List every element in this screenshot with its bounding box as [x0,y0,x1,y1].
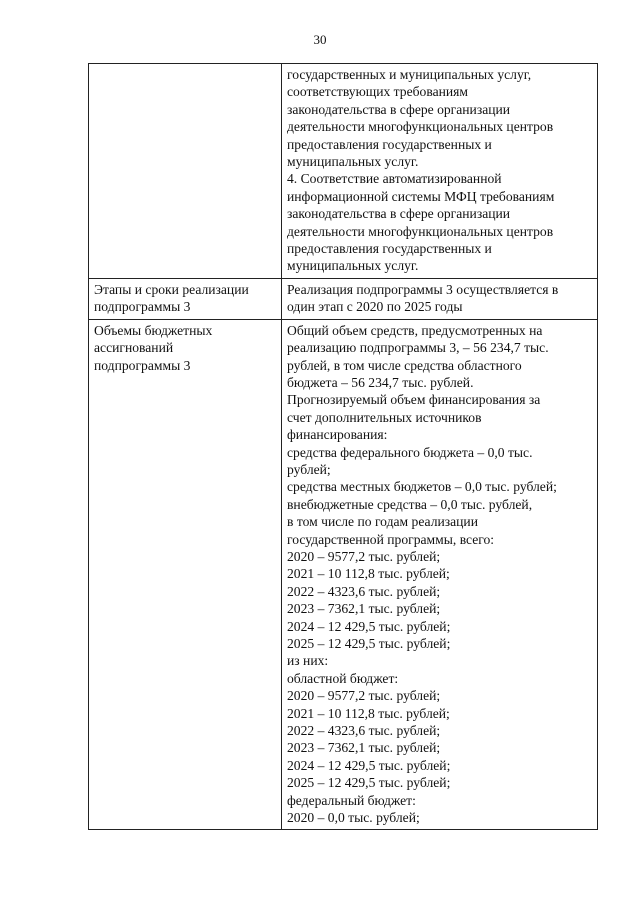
row-value-line: один этап с 2020 по 2025 годы [287,299,463,315]
row-value-line: предоставления государственных и [287,136,492,152]
row-value-line: в том числе по годам реализации [287,514,478,530]
row-value-line: бюджета – 56 234,7 тыс. рублей. [287,374,474,390]
row-value-line: муниципальных услуг. [287,258,419,274]
row-value-line: рублей; [287,461,331,477]
row-value-line: финансирования: [287,427,388,443]
row-value-line: средства местных бюджетов – 0,0 тыс. рублей; [287,479,557,495]
row-value-line: 2022 – 4323,6 тыс. рублей; [287,583,441,599]
row-value-line: внебюджетные средства – 0,0 тыс. рублей, [287,496,533,512]
row-value-line: 2025 – 12 429,5 тыс. рублей; [287,636,451,651]
row-value-line: предоставления государственных и [287,241,492,257]
row-value-cell [282,64,598,279]
subprogram-passport-table [88,63,598,830]
row-value-line: федеральный бюджет: [287,792,416,808]
table-row-budget-allocations [89,319,598,830]
row-value-cell [282,319,598,830]
page-number: 30 [313,32,327,47]
row-value-line: 2020 – 0,0 тыс. рублей; [287,810,420,826]
row-value-line: реализацию подпрограммы 3, – 56 234,7 тыс. [287,340,549,356]
row-value-line: 4. Соответствие автоматизированной [287,171,502,187]
row-value-line: законодательства в сфере организации [287,101,511,117]
row-value-line: 2022 – 4323,6 тыс. рублей; [287,723,441,739]
row-value-line: законодательства в сфере организации [287,206,511,222]
row-value-line: средства федерального бюджета – 0,0 тыс. [287,444,533,460]
table-row-stages-and-terms [89,278,598,319]
table-row-continuation [89,64,598,279]
row-value-line: деятельности многофункциональных центров [287,119,554,135]
row-value-line: 2025 – 12 429,5 тыс. рублей; [287,775,451,791]
row-value-line: 2024 – 12 429,5 тыс. рублей; [287,618,451,634]
row-value-line: соответствующих требованиям [287,84,469,100]
row-value-line: 2021 – 10 112,8 тыс. рублей; [287,705,450,721]
row-value-line: информационной системы МФЦ требованиям [287,188,555,204]
row-value-line: Реализация подпрограммы 3 осуществляется в [287,281,559,297]
row-value-line: областной бюджет: [287,670,399,686]
row-value-line: 2023 – 7362,1 тыс. рублей; [287,740,441,756]
row-label-line: подпрограммы 3 [94,299,191,315]
row-label-line: подпрограммы 3 [94,357,191,373]
row-value-line: из них: [287,653,329,669]
row-label-line: Объемы бюджетных [94,322,213,338]
row-value-line: Общий объем средств, предусмотренных на [287,322,543,338]
row-value-line: 2020 – 9577,2 тыс. рублей; [287,548,441,564]
row-value-line: 2020 – 9577,2 тыс. рублей; [287,688,441,704]
row-value-line: рублей, в том числе средства областного [287,357,522,373]
row-value-line: государственных и муниципальных услуг, [287,67,532,82]
row-label-cell [89,64,282,279]
row-value-line: муниципальных услуг. [287,154,419,170]
row-label-cell [89,319,282,830]
row-value-line: 2024 – 12 429,5 тыс. рублей; [287,757,451,773]
row-value-line: государственной программы, всего: [287,531,495,547]
row-label-line: Этапы и сроки реализации [94,281,249,297]
row-label-cell [89,278,282,319]
row-value-line: деятельности многофункциональных центров [287,223,554,239]
row-value-line: Прогнозируемый объем финансирования за [287,392,541,408]
row-value-cell [282,278,598,319]
row-value-line: 2023 – 7362,1 тыс. рублей; [287,601,441,617]
row-label-line: ассигнований [94,340,174,356]
row-value-line: 2021 – 10 112,8 тыс. рублей; [287,566,450,582]
row-value-line: счет дополнительных источников [287,409,482,425]
